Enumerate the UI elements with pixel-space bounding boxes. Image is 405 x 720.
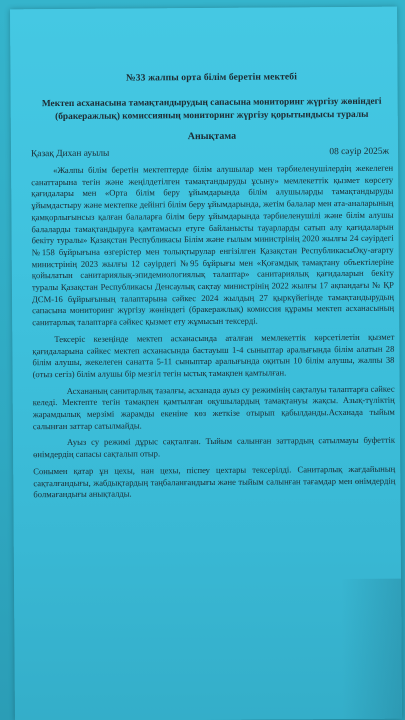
page-shadow xyxy=(341,579,402,719)
document-page xyxy=(10,7,402,720)
paragraph-3: Асхананың санитарлық тазалғы, асханада ауыз су режимінің сақталуы талаптарға сәйкес келеді. Мектепте тегін тамақпен қамтылған оқушылардың тамақтануы жақсы. Азық-түліктің жарамдылық мерзімі жарамды екеніне көз жеткізе отырып қабылданды.Асханада тыйым салынған заттар сатылмайды. xyxy=(32,383,395,431)
place: Қазақ Дихан ауылы xyxy=(30,148,110,160)
document-type: Анықтама xyxy=(187,130,237,143)
place-date-row xyxy=(31,147,393,160)
school-name: №33 жалпы орта білім беретін мектебі xyxy=(125,71,297,84)
date: 08 сәуір 2025ж xyxy=(329,146,390,158)
paragraph-2: Тексеріс кезеңінде мектеп асханасында аталған мемлекеттік көрсетілетін қызмет қағидаларына сәйкес мектеп асханасында бастауыш 1-4 сыныптар аралығында білім алатын 28 білім алушы, жекелеген санатта 5-11 сыныптар аралығында оқитын 10 білім алушы, жалпы 38 (отыз сегіз) білім алушы бір мезгіл тегін ыстық тамақпен қамтылған. xyxy=(32,331,395,380)
document-content xyxy=(30,71,395,507)
paragraph-1: «Жалпы білім беретін мектептерде білім алушылар мен тәрбиеленушілердің жекелеген санаттарына тегін және жеңілдетілген тамақтандыруды ұсыну» мемлекеттік қызмет көрсету қағидалары мен «Орта білім беру ұйымдарында білім алушыларды тамақтандыруды ұйымдастыру және мектепке дейінгі білім беру ұйымдарында, жетім балалар мен ата-аналарының қамқорлығынсыз қалған балаларға білім беру ұйымдарында тәрбиеленушілі және білім алушы балаларды тамақтандыруға қамтамасыз етуге байланысты тауарларды сатып алу қағидаларын бекіту туралы» Қазақстан Республикасы Білім және ғылым министрінің 2020 жылғы 24 сәуірдегі №158 бұйрығына өзгерістер мен толықтырулар енгізілген Қазақстан РеспубликасыОқу-ағарту министрінің 2023 жылғы 12 сәуірдегі №95 бұйрығы мен «Қоғамдық тамақтану объектілеріне қойылатын санитариялық-эпидемиологиялық талаптар» санитариялық қағидаларын бекіту туралы Қазақстан Республикасы Денсаулық сақтау министрінің 2022 жылғы 17 ақпандағы № ҚР ДСМ-16 бұйрығының талаптарына сәйкес 2024 жылдың 27 қыркүйегінде тамақтандырудың сапасына мониторинг жүргізу жөніндегі (бракеражлық) комиссия құрамы мектеп асханасының санитарлық талаптарға сәйкес қызмет ету жұмысын тексерді. xyxy=(31,162,395,328)
paragraph-4: Ауыз су режимі дұрыс сақталған. Тыйым салынған заттардың сатылмауы буфеттік өнімдердің сапасы сақталып отыр. xyxy=(33,435,396,460)
document-title: Мектеп асханасына тамақтандырудың сапасына мониторинг жүргізу жөніндегі (бракеражлық) комиссияның мониторинг жүргізу қорытындысы туралы xyxy=(41,96,382,123)
paragraph-5: Сонымен қатар ұн цехы, нан цехы, піспеу цехтары тексерілді. Санитарлық жағдайының сақталғандығы, жабдықтардың таңбаланғандығы және тыйым салынған тағамдар мен өнімдердің болмағандығы анықталды. xyxy=(33,463,396,500)
